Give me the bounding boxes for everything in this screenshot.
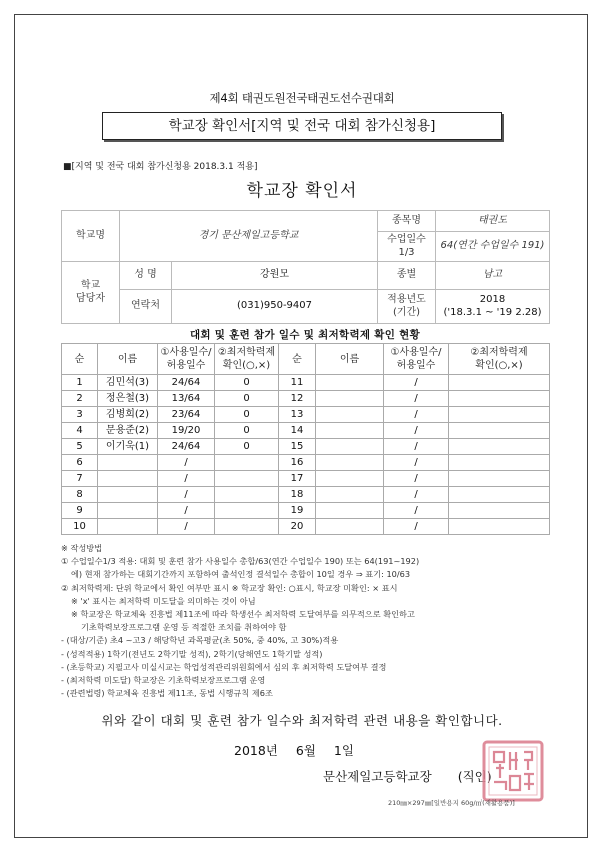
contact-value: (031)950-9407 (172, 290, 378, 324)
header-no: 순 (62, 344, 98, 375)
student-name-right (316, 503, 384, 519)
days-used: / (158, 519, 215, 535)
form-version-note: ■[지역 및 전국 대회 참가신청용 2018.3.1 적용] (63, 162, 258, 172)
min-academic-check-right (449, 487, 550, 503)
days-used-right: / (384, 519, 449, 535)
instruction-line: - (성적적용) 1학기(전년도 2학기말 성적), 2학기(당해연도 1학기말 성적) (61, 648, 323, 659)
school-name-label: 학교명 (62, 211, 120, 262)
header-check-line1: ②최저학력제 (217, 347, 276, 358)
row-no-right: 16 (279, 455, 316, 471)
instruction-line: 기초학력보장프로그램 운영 등 적절한 조치를 취하여야 함 (81, 622, 287, 633)
days-used-right: / (384, 503, 449, 519)
row-no-right: 19 (279, 503, 316, 519)
instruction-line: ※ 작성방법 (61, 543, 103, 553)
row-no-right: 18 (279, 487, 316, 503)
row-no-right: 20 (279, 519, 316, 535)
instruction-line: - (대상/기준) 초4 ~고3 / 해당학년 과목평균(초 50%, 중 40%, 고 30%)적용 (61, 635, 339, 646)
student-name-right (316, 391, 384, 407)
year-period: ('18.3.1 ~ '19 2.28) (443, 306, 542, 318)
min-academic-check: 0 (215, 423, 279, 439)
days-used-right: / (384, 487, 449, 503)
row-no: 1 (62, 375, 98, 391)
row-no-right: 12 (279, 391, 316, 407)
year-value (436, 290, 550, 324)
status-row (62, 375, 550, 391)
school-manager-label-line2: 담당자 (76, 292, 105, 304)
min-academic-check (215, 487, 279, 503)
student-name: 이기욱(1) (98, 439, 158, 455)
row-no-right: 15 (279, 439, 316, 455)
header-no-right: 순 (279, 344, 316, 375)
student-name-right (316, 439, 384, 455)
student-name: 문용준(2) (98, 423, 158, 439)
student-name (98, 455, 158, 471)
min-academic-check-right (449, 407, 550, 423)
manager-name-label: 성 명 (120, 262, 172, 290)
row-no: 2 (62, 391, 98, 407)
school-days-label-line1: 수업일수 (387, 234, 426, 245)
form-title: 학교장 확인서 (246, 181, 358, 201)
days-used-right: / (384, 391, 449, 407)
days-used-right: / (384, 439, 449, 455)
paper-spec-footer: 210㎜×297㎜[일반용지 60g/㎡(재활용품)] (388, 799, 515, 807)
row-no: 7 (62, 471, 98, 487)
row-no: 3 (62, 407, 98, 423)
issue-day: 1일 (333, 743, 354, 758)
school-manager-label (62, 262, 120, 324)
status-header-row (62, 344, 550, 375)
manager-name-value: 강원모 (172, 262, 378, 290)
instruction-line: - (최저학력 미도달) 학교장은 기초학력보장프로그램 운영 (61, 675, 266, 686)
header-check-right (449, 344, 550, 375)
status-row (62, 519, 550, 535)
days-used-right: / (384, 423, 449, 439)
student-name (98, 519, 158, 535)
year-label-line2: (기간) (392, 306, 421, 318)
student-name (98, 487, 158, 503)
school-name-value: 경기 문산제일고등학교 (120, 211, 378, 262)
header-name: 이름 (98, 344, 158, 375)
min-academic-check: 0 (215, 439, 279, 455)
status-row (62, 423, 550, 439)
days-used: 24/64 (158, 375, 215, 391)
school-days-label (378, 232, 436, 262)
days-used: / (158, 487, 215, 503)
days-used: / (158, 455, 215, 471)
sport-value: 태권도 (436, 211, 550, 232)
status-row (62, 471, 550, 487)
signer-name: 문산제일고등학교장 (323, 769, 432, 784)
student-name: 김병희(2) (98, 407, 158, 423)
student-name-right (316, 519, 384, 535)
min-academic-check-right (449, 423, 550, 439)
min-academic-check-right (449, 503, 550, 519)
status-row (62, 455, 550, 471)
signer-line (323, 767, 492, 785)
header-check-right-line1: ②최저학력제 (470, 347, 528, 358)
sport-label: 종목명 (378, 211, 436, 232)
writing-instructions (61, 542, 561, 700)
seal-label: (직인) (457, 769, 492, 784)
min-academic-check-right (449, 471, 550, 487)
gender-label: 종별 (378, 262, 436, 290)
school-manager-label-line1: 학교 (80, 280, 101, 291)
status-title: 대회 및 훈련 참가 일수 및 최저학력제 확인 현황 (189, 329, 421, 341)
year: 2018 (479, 294, 506, 305)
issue-month: 6월 (295, 743, 316, 758)
min-academic-check-right (449, 519, 550, 535)
student-name-right (316, 487, 384, 503)
document-title: 학교장 확인서[지역 및 전국 대회 참가신청용] (102, 112, 502, 140)
year-label (378, 290, 436, 324)
header-days-right-line2: 허용일수 (396, 360, 436, 371)
min-academic-check-right (449, 375, 550, 391)
header-days (158, 344, 215, 375)
instruction-line: 에) 현재 참가하는 대회기간까지 포함하여 출석인정 결석일수 총합이 10일 경우 ⇒ 표기: 10/63 (71, 569, 411, 580)
header-check-right-line2: 확인(○,×) (475, 360, 523, 371)
days-used-right: / (384, 471, 449, 487)
student-name-right (316, 423, 384, 439)
status-row (62, 391, 550, 407)
days-used-right: / (384, 375, 449, 391)
year-label-line1: 적용년도 (387, 294, 426, 305)
school-info-table (61, 210, 550, 324)
status-table (61, 343, 550, 535)
days-used: 19/20 (158, 423, 215, 439)
student-name: 정은철(3) (98, 391, 158, 407)
status-row (62, 503, 550, 519)
official-seal-stamp (480, 738, 546, 804)
row-no: 4 (62, 423, 98, 439)
row-no-right: 13 (279, 407, 316, 423)
instruction-line: ※ 'x' 표시는 최저학력 미도달을 의미하는 것이 아님 (71, 595, 256, 606)
status-row (62, 487, 550, 503)
student-name (98, 471, 158, 487)
min-academic-check (215, 519, 279, 535)
header-days-right (384, 344, 449, 375)
days-used: 13/64 (158, 391, 215, 407)
min-academic-check: 0 (215, 391, 279, 407)
student-name: 김민석(3) (98, 375, 158, 391)
student-name-right (316, 407, 384, 423)
min-academic-check (215, 471, 279, 487)
instruction-line: ① 수업일수1/3 적용: 대회 및 훈련 참가 사용일수 총합/63(연간 수업일수 190) 또는 64(191~192) (61, 556, 420, 567)
instruction-line: - (초등학교) 지필고사 미실시교는 학업성적관리위원회에서 심의 후 최저학력 도달여부 결정 (61, 661, 387, 672)
min-academic-check (215, 503, 279, 519)
header-days-line2: 허용일수 (166, 360, 206, 371)
row-no-right: 14 (279, 423, 316, 439)
confirmation-statement: 위와 같이 대회 및 훈련 참가 일수와 최저학력 관련 내용을 확인합니다. (101, 713, 503, 728)
student-name (98, 503, 158, 519)
row-no: 5 (62, 439, 98, 455)
gender-value: 남고 (436, 262, 550, 290)
row-no: 10 (62, 519, 98, 535)
issue-date (234, 741, 354, 759)
student-name-right (316, 455, 384, 471)
status-row (62, 439, 550, 455)
min-academic-check: 0 (215, 407, 279, 423)
student-name-right (316, 471, 384, 487)
status-row (62, 407, 550, 423)
school-days-label-line2: 1/3 (398, 246, 415, 258)
header-check (215, 344, 279, 375)
days-used: 23/64 (158, 407, 215, 423)
contact-label: 연락처 (120, 290, 172, 324)
row-no-right: 11 (279, 375, 316, 391)
min-academic-check-right (449, 391, 550, 407)
row-no: 9 (62, 503, 98, 519)
min-academic-check (215, 455, 279, 471)
row-no: 8 (62, 487, 98, 503)
header-days-line1: ①사용일수/ (160, 347, 212, 358)
days-used-right: / (384, 407, 449, 423)
days-used: 24/64 (158, 439, 215, 455)
header-name-right: 이름 (316, 344, 384, 375)
header-days-right-line1: ①사용일수/ (390, 347, 442, 358)
row-no: 6 (62, 455, 98, 471)
instruction-line: ※ 학교장은 학교체육 진흥법 제11조에 따라 학생선수 최저학력 도달여부를 의무적으로 확인하고 (71, 609, 415, 620)
issue-year: 2018년 (234, 743, 278, 758)
days-used-right: / (384, 455, 449, 471)
min-academic-check: 0 (215, 375, 279, 391)
event-title: 제4회 태권도원전국태권도선수권대회 (209, 91, 395, 105)
student-name-right (316, 375, 384, 391)
row-no-right: 17 (279, 471, 316, 487)
days-used: / (158, 503, 215, 519)
instruction-line: - (관련법령) 학교체육 진흥법 제11조, 동법 시행규칙 제6조 (61, 688, 273, 699)
days-used: / (158, 471, 215, 487)
min-academic-check-right (449, 455, 550, 471)
school-days-value: 64(연간 수업일수 191) (436, 232, 550, 262)
min-academic-check-right (449, 439, 550, 455)
header-check-line2: 확인(○,×) (222, 360, 271, 371)
instruction-line: ② 최저학력제: 단위 학교에서 확인 여부만 표시 ※ 학교장 확인: ○표시, 학교장 미확인: × 표시 (61, 582, 398, 593)
